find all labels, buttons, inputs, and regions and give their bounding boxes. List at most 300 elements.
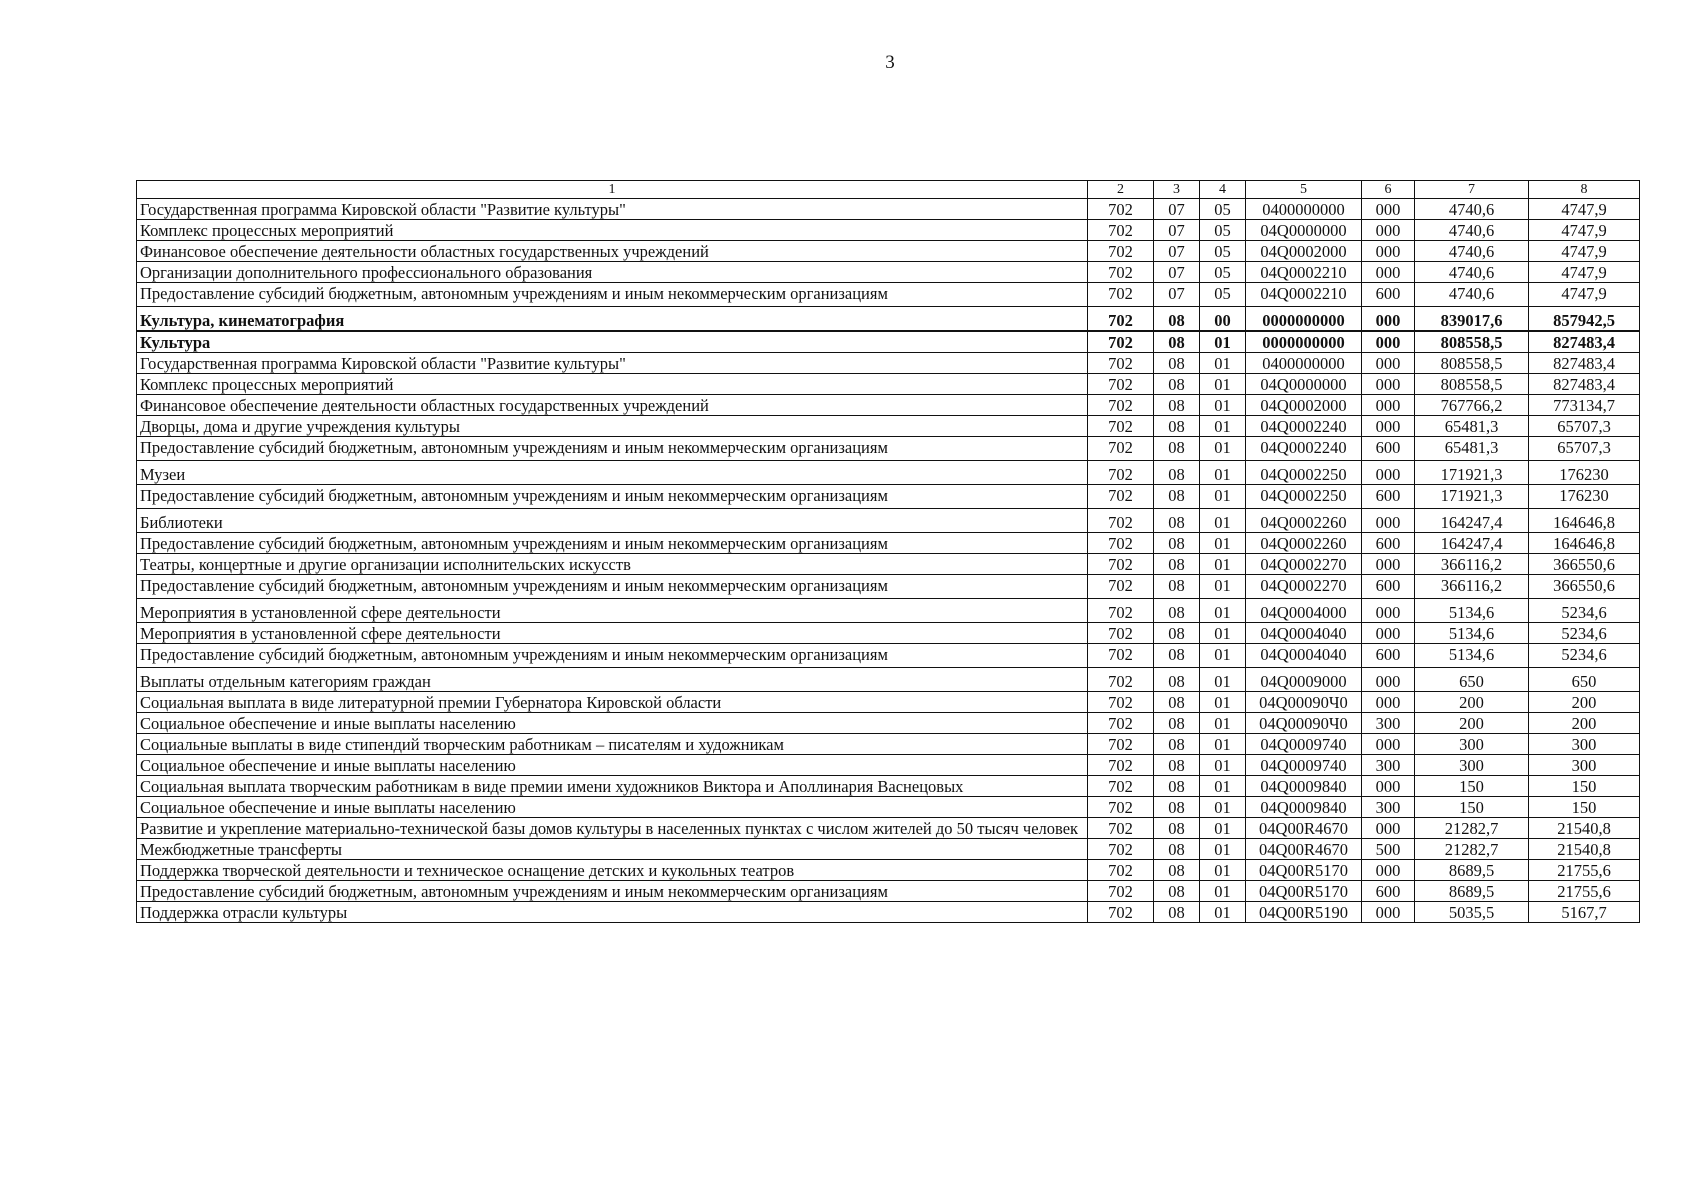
target-article-cell: 04Q0009000	[1246, 668, 1362, 692]
row-name-cell: Культура	[137, 331, 1088, 353]
expense-type-cell: 000	[1362, 461, 1415, 485]
amount-year2-cell: 176230	[1529, 461, 1640, 485]
expense-type-cell: 300	[1362, 797, 1415, 818]
section-cell: 08	[1154, 713, 1200, 734]
amount-year2-cell: 773134,7	[1529, 395, 1640, 416]
table-row	[137, 668, 1640, 692]
table-row	[137, 353, 1640, 374]
table-body	[137, 199, 1640, 923]
subsection-cell: 01	[1200, 668, 1246, 692]
section-cell: 08	[1154, 307, 1200, 332]
amount-year1-cell: 8689,5	[1415, 860, 1529, 881]
expense-type-cell: 600	[1362, 283, 1415, 307]
section-cell: 08	[1154, 818, 1200, 839]
subsection-cell: 01	[1200, 485, 1246, 509]
subsection-cell: 01	[1200, 395, 1246, 416]
table-row	[137, 797, 1640, 818]
table-row	[137, 485, 1640, 509]
expense-type-cell: 000	[1362, 353, 1415, 374]
row-name-cell: Межбюджетные трансферты	[137, 839, 1088, 860]
expense-type-cell: 000	[1362, 902, 1415, 923]
admin-code-cell: 702	[1088, 839, 1154, 860]
subsection-cell: 01	[1200, 644, 1246, 668]
table-row	[137, 644, 1640, 668]
subsection-cell: 05	[1200, 241, 1246, 262]
subsection-cell: 01	[1200, 692, 1246, 713]
section-cell: 08	[1154, 881, 1200, 902]
admin-code-cell: 702	[1088, 713, 1154, 734]
table-row	[137, 416, 1640, 437]
amount-year1-cell: 21282,7	[1415, 818, 1529, 839]
target-article-cell: 04Q0002270	[1246, 575, 1362, 599]
table-row	[137, 509, 1640, 533]
amount-year1-cell: 808558,5	[1415, 353, 1529, 374]
amount-year2-cell: 5167,7	[1529, 902, 1640, 923]
expense-type-cell: 600	[1362, 485, 1415, 509]
target-article-cell: 0000000000	[1246, 331, 1362, 353]
target-article-cell: 04Q0002250	[1246, 485, 1362, 509]
expense-type-cell: 000	[1362, 416, 1415, 437]
table-row	[137, 533, 1640, 554]
amount-year2-cell: 827483,4	[1529, 331, 1640, 353]
target-article-cell: 04Q00R5170	[1246, 860, 1362, 881]
row-name-cell: Социальная выплата творческим работникам в виде премии имени художников Виктора и Аполлинария Васнецовых	[137, 776, 1088, 797]
table-row	[137, 713, 1640, 734]
amount-year1-cell: 366116,2	[1415, 554, 1529, 575]
expense-type-cell: 000	[1362, 734, 1415, 755]
row-name-cell: Государственная программа Кировской области "Развитие культуры"	[137, 199, 1088, 220]
admin-code-cell: 702	[1088, 395, 1154, 416]
admin-code-cell: 702	[1088, 734, 1154, 755]
page-number: 3	[885, 52, 895, 73]
amount-year2-cell: 366550,6	[1529, 575, 1640, 599]
header-cell: 1	[137, 181, 1088, 199]
expense-type-cell: 000	[1362, 395, 1415, 416]
admin-code-cell: 702	[1088, 818, 1154, 839]
admin-code-cell: 702	[1088, 644, 1154, 668]
row-name-cell: Развитие и укрепление материально-технической базы домов культуры в населенных пунктах с числом жителей до 50 тысяч человек	[137, 818, 1088, 839]
admin-code-cell: 702	[1088, 860, 1154, 881]
row-name-cell: Предоставление субсидий бюджетным, автономным учреждениям и иным некоммерческим организациям	[137, 644, 1088, 668]
target-article-cell: 04Q0002250	[1246, 461, 1362, 485]
subsection-cell: 01	[1200, 554, 1246, 575]
table-row	[137, 734, 1640, 755]
expense-type-cell: 000	[1362, 599, 1415, 623]
amount-year1-cell: 4740,6	[1415, 241, 1529, 262]
amount-year1-cell: 8689,5	[1415, 881, 1529, 902]
subsection-cell: 00	[1200, 307, 1246, 332]
target-article-cell: 04Q0002270	[1246, 554, 1362, 575]
budget-table	[136, 180, 1640, 923]
expense-type-cell: 300	[1362, 713, 1415, 734]
admin-code-cell: 702	[1088, 668, 1154, 692]
amount-year2-cell: 176230	[1529, 485, 1640, 509]
amount-year2-cell: 164646,8	[1529, 533, 1640, 554]
row-name-cell: Социальное обеспечение и иные выплаты населению	[137, 755, 1088, 776]
target-article-cell: 04Q0009740	[1246, 734, 1362, 755]
table-row	[137, 692, 1640, 713]
subsection-cell: 05	[1200, 262, 1246, 283]
table-row	[137, 839, 1640, 860]
subsection-cell: 01	[1200, 881, 1246, 902]
expense-type-cell: 000	[1362, 509, 1415, 533]
amount-year2-cell: 827483,4	[1529, 374, 1640, 395]
admin-code-cell: 702	[1088, 776, 1154, 797]
expense-type-cell: 000	[1362, 818, 1415, 839]
row-name-cell: Предоставление субсидий бюджетным, автономным учреждениям и иным некоммерческим организациям	[137, 575, 1088, 599]
admin-code-cell: 702	[1088, 262, 1154, 283]
row-name-cell: Организации дополнительного профессионального образования	[137, 262, 1088, 283]
amount-year1-cell: 5134,6	[1415, 599, 1529, 623]
amount-year2-cell: 650	[1529, 668, 1640, 692]
table-row	[137, 461, 1640, 485]
row-name-cell: Государственная программа Кировской области "Развитие культуры"	[137, 353, 1088, 374]
target-article-cell: 04Q0004040	[1246, 644, 1362, 668]
admin-code-cell: 702	[1088, 599, 1154, 623]
section-cell: 08	[1154, 755, 1200, 776]
row-name-cell: Мероприятия в установленной сфере деятельности	[137, 623, 1088, 644]
table-row	[137, 575, 1640, 599]
amount-year1-cell: 200	[1415, 692, 1529, 713]
target-article-cell: 04Q00R4670	[1246, 818, 1362, 839]
amount-year1-cell: 767766,2	[1415, 395, 1529, 416]
admin-code-cell: 702	[1088, 755, 1154, 776]
subsection-cell: 01	[1200, 839, 1246, 860]
amount-year1-cell: 5134,6	[1415, 644, 1529, 668]
section-cell: 08	[1154, 734, 1200, 755]
amount-year2-cell: 827483,4	[1529, 353, 1640, 374]
table-row	[137, 599, 1640, 623]
expense-type-cell: 000	[1362, 241, 1415, 262]
target-article-cell: 04Q0002000	[1246, 241, 1362, 262]
amount-year2-cell: 21755,6	[1529, 860, 1640, 881]
expense-type-cell: 500	[1362, 839, 1415, 860]
section-cell: 08	[1154, 395, 1200, 416]
row-name-cell: Предоставление субсидий бюджетным, автономным учреждениям и иным некоммерческим организациям	[137, 283, 1088, 307]
table-row	[137, 374, 1640, 395]
target-article-cell: 0000000000	[1246, 307, 1362, 332]
amount-year1-cell: 650	[1415, 668, 1529, 692]
expense-type-cell: 300	[1362, 755, 1415, 776]
row-name-cell: Комплекс процессных мероприятий	[137, 220, 1088, 241]
section-cell: 07	[1154, 199, 1200, 220]
header-row	[137, 181, 1640, 199]
table-row	[137, 902, 1640, 923]
target-article-cell: 04Q0002210	[1246, 262, 1362, 283]
table-row	[137, 623, 1640, 644]
target-article-cell: 04Q0009740	[1246, 755, 1362, 776]
admin-code-cell: 702	[1088, 575, 1154, 599]
header-cell: 2	[1088, 181, 1154, 199]
subsection-cell: 05	[1200, 220, 1246, 241]
row-name-cell: Мероприятия в установленной сфере деятельности	[137, 599, 1088, 623]
amount-year1-cell: 5134,6	[1415, 623, 1529, 644]
row-name-cell: Поддержка отрасли культуры	[137, 902, 1088, 923]
section-cell: 08	[1154, 461, 1200, 485]
subsection-cell: 01	[1200, 353, 1246, 374]
amount-year2-cell: 200	[1529, 692, 1640, 713]
subsection-cell: 01	[1200, 713, 1246, 734]
admin-code-cell: 702	[1088, 241, 1154, 262]
subsection-cell: 01	[1200, 755, 1246, 776]
row-name-cell: Театры, концертные и другие организации исполнительских искусств	[137, 554, 1088, 575]
admin-code-cell: 702	[1088, 485, 1154, 509]
subsection-cell: 05	[1200, 283, 1246, 307]
admin-code-cell: 702	[1088, 220, 1154, 241]
admin-code-cell: 702	[1088, 533, 1154, 554]
section-cell: 08	[1154, 353, 1200, 374]
target-article-cell: 04Q00090Ч0	[1246, 713, 1362, 734]
row-name-cell: Социальная выплата в виде литературной премии Губернатора Кировской области	[137, 692, 1088, 713]
expense-type-cell: 600	[1362, 533, 1415, 554]
expense-type-cell: 600	[1362, 437, 1415, 461]
row-name-cell: Предоставление субсидий бюджетным, автономным учреждениям и иным некоммерческим организациям	[137, 437, 1088, 461]
expense-type-cell: 000	[1362, 623, 1415, 644]
target-article-cell: 04Q0002210	[1246, 283, 1362, 307]
subsection-cell: 01	[1200, 575, 1246, 599]
row-name-cell: Библиотеки	[137, 509, 1088, 533]
header-cell: 3	[1154, 181, 1200, 199]
subsection-cell: 01	[1200, 599, 1246, 623]
amount-year2-cell: 4747,9	[1529, 241, 1640, 262]
admin-code-cell: 702	[1088, 797, 1154, 818]
target-article-cell: 04Q0009840	[1246, 797, 1362, 818]
section-cell: 07	[1154, 262, 1200, 283]
amount-year1-cell: 150	[1415, 797, 1529, 818]
section-cell: 07	[1154, 241, 1200, 262]
target-article-cell: 04Q0004040	[1246, 623, 1362, 644]
section-cell: 08	[1154, 509, 1200, 533]
amount-year2-cell: 5234,6	[1529, 623, 1640, 644]
subsection-cell: 01	[1200, 416, 1246, 437]
target-article-cell: 04Q00R5170	[1246, 881, 1362, 902]
header-cell: 7	[1415, 181, 1529, 199]
amount-year2-cell: 857942,5	[1529, 307, 1640, 332]
amount-year1-cell: 164247,4	[1415, 533, 1529, 554]
amount-year1-cell: 150	[1415, 776, 1529, 797]
section-cell: 08	[1154, 902, 1200, 923]
table-row	[137, 818, 1640, 839]
amount-year1-cell: 4740,6	[1415, 283, 1529, 307]
section-cell: 08	[1154, 485, 1200, 509]
target-article-cell: 04Q0002000	[1246, 395, 1362, 416]
admin-code-cell: 702	[1088, 623, 1154, 644]
subsection-cell: 01	[1200, 461, 1246, 485]
section-cell: 08	[1154, 776, 1200, 797]
amount-year2-cell: 150	[1529, 797, 1640, 818]
row-name-cell: Комплекс процессных мероприятий	[137, 374, 1088, 395]
target-article-cell: 04Q0000000	[1246, 220, 1362, 241]
table-row	[137, 307, 1640, 332]
expense-type-cell: 000	[1362, 776, 1415, 797]
amount-year2-cell: 5234,6	[1529, 599, 1640, 623]
amount-year2-cell: 21540,8	[1529, 839, 1640, 860]
header-cell: 5	[1246, 181, 1362, 199]
table-row	[137, 776, 1640, 797]
amount-year1-cell: 808558,5	[1415, 331, 1529, 353]
row-name-cell: Социальное обеспечение и иные выплаты населению	[137, 713, 1088, 734]
admin-code-cell: 702	[1088, 461, 1154, 485]
admin-code-cell: 702	[1088, 199, 1154, 220]
row-name-cell: Социальное обеспечение и иные выплаты населению	[137, 797, 1088, 818]
header-cell: 4	[1200, 181, 1246, 199]
table-row	[137, 860, 1640, 881]
amount-year2-cell: 65707,3	[1529, 416, 1640, 437]
expense-type-cell: 000	[1362, 374, 1415, 395]
subsection-cell: 01	[1200, 331, 1246, 353]
section-cell: 08	[1154, 416, 1200, 437]
expense-type-cell: 600	[1362, 644, 1415, 668]
amount-year2-cell: 4747,9	[1529, 262, 1640, 283]
section-cell: 08	[1154, 860, 1200, 881]
amount-year1-cell: 171921,3	[1415, 485, 1529, 509]
expense-type-cell: 600	[1362, 881, 1415, 902]
amount-year1-cell: 366116,2	[1415, 575, 1529, 599]
row-name-cell: Предоставление субсидий бюджетным, автономным учреждениям и иным некоммерческим организациям	[137, 881, 1088, 902]
section-cell: 08	[1154, 533, 1200, 554]
admin-code-cell: 702	[1088, 283, 1154, 307]
expense-type-cell: 000	[1362, 554, 1415, 575]
subsection-cell: 01	[1200, 509, 1246, 533]
target-article-cell: 04Q0009840	[1246, 776, 1362, 797]
table-row	[137, 262, 1640, 283]
target-article-cell: 04Q00R5190	[1246, 902, 1362, 923]
section-cell: 07	[1154, 283, 1200, 307]
section-cell: 08	[1154, 437, 1200, 461]
target-article-cell: 0400000000	[1246, 353, 1362, 374]
section-cell: 08	[1154, 692, 1200, 713]
amount-year1-cell: 65481,3	[1415, 416, 1529, 437]
section-cell: 08	[1154, 644, 1200, 668]
amount-year1-cell: 5035,5	[1415, 902, 1529, 923]
amount-year1-cell: 21282,7	[1415, 839, 1529, 860]
expense-type-cell: 000	[1362, 692, 1415, 713]
admin-code-cell: 702	[1088, 331, 1154, 353]
amount-year1-cell: 300	[1415, 755, 1529, 776]
subsection-cell: 01	[1200, 902, 1246, 923]
amount-year2-cell: 4747,9	[1529, 220, 1640, 241]
amount-year1-cell: 839017,6	[1415, 307, 1529, 332]
subsection-cell: 01	[1200, 623, 1246, 644]
amount-year1-cell: 4740,6	[1415, 262, 1529, 283]
subsection-cell: 01	[1200, 797, 1246, 818]
amount-year2-cell: 164646,8	[1529, 509, 1640, 533]
row-name-cell: Финансовое обеспечение деятельности областных государственных учреждений	[137, 395, 1088, 416]
admin-code-cell: 702	[1088, 692, 1154, 713]
subsection-cell: 05	[1200, 199, 1246, 220]
admin-code-cell: 702	[1088, 437, 1154, 461]
amount-year2-cell: 300	[1529, 734, 1640, 755]
amount-year2-cell: 200	[1529, 713, 1640, 734]
expense-type-cell: 600	[1362, 575, 1415, 599]
target-article-cell: 04Q0002260	[1246, 509, 1362, 533]
row-name-cell: Предоставление субсидий бюджетным, автономным учреждениям и иным некоммерческим организациям	[137, 485, 1088, 509]
table-row	[137, 331, 1640, 353]
target-article-cell: 04Q0002240	[1246, 416, 1362, 437]
table-row	[137, 395, 1640, 416]
table-row	[137, 554, 1640, 575]
row-name-cell: Выплаты отдельным категориям граждан	[137, 668, 1088, 692]
amount-year2-cell: 4747,9	[1529, 199, 1640, 220]
expense-type-cell: 000	[1362, 860, 1415, 881]
target-article-cell: 04Q0000000	[1246, 374, 1362, 395]
section-cell: 08	[1154, 797, 1200, 818]
admin-code-cell: 702	[1088, 374, 1154, 395]
row-name-cell: Предоставление субсидий бюджетным, автономным учреждениям и иным некоммерческим организациям	[137, 533, 1088, 554]
amount-year2-cell: 65707,3	[1529, 437, 1640, 461]
amount-year2-cell: 21755,6	[1529, 881, 1640, 902]
amount-year1-cell: 65481,3	[1415, 437, 1529, 461]
table-row	[137, 881, 1640, 902]
header-cell: 8	[1529, 181, 1640, 199]
row-name-cell: Финансовое обеспечение деятельности областных государственных учреждений	[137, 241, 1088, 262]
amount-year1-cell: 200	[1415, 713, 1529, 734]
amount-year2-cell: 21540,8	[1529, 818, 1640, 839]
amount-year2-cell: 5234,6	[1529, 644, 1640, 668]
amount-year2-cell: 150	[1529, 776, 1640, 797]
section-cell: 08	[1154, 839, 1200, 860]
target-article-cell: 04Q0004000	[1246, 599, 1362, 623]
table-row	[137, 241, 1640, 262]
section-cell: 08	[1154, 374, 1200, 395]
admin-code-cell: 702	[1088, 416, 1154, 437]
subsection-cell: 01	[1200, 776, 1246, 797]
amount-year2-cell: 366550,6	[1529, 554, 1640, 575]
row-name-cell: Музеи	[137, 461, 1088, 485]
admin-code-cell: 702	[1088, 509, 1154, 533]
section-cell: 08	[1154, 331, 1200, 353]
row-name-cell: Социальные выплаты в виде стипендий творческим работникам – писателям и художникам	[137, 734, 1088, 755]
section-cell: 08	[1154, 599, 1200, 623]
subsection-cell: 01	[1200, 533, 1246, 554]
subsection-cell: 01	[1200, 437, 1246, 461]
admin-code-cell: 702	[1088, 353, 1154, 374]
subsection-cell: 01	[1200, 860, 1246, 881]
target-article-cell: 0400000000	[1246, 199, 1362, 220]
admin-code-cell: 702	[1088, 307, 1154, 332]
amount-year1-cell: 171921,3	[1415, 461, 1529, 485]
expense-type-cell: 000	[1362, 668, 1415, 692]
expense-type-cell: 000	[1362, 307, 1415, 332]
subsection-cell: 01	[1200, 374, 1246, 395]
expense-type-cell: 000	[1362, 331, 1415, 353]
amount-year2-cell: 300	[1529, 755, 1640, 776]
expense-type-cell: 000	[1362, 220, 1415, 241]
section-cell: 08	[1154, 623, 1200, 644]
subsection-cell: 01	[1200, 734, 1246, 755]
section-cell: 08	[1154, 575, 1200, 599]
amount-year1-cell: 164247,4	[1415, 509, 1529, 533]
amount-year1-cell: 808558,5	[1415, 374, 1529, 395]
row-name-cell: Поддержка творческой деятельности и техническое оснащение детских и кукольных театров	[137, 860, 1088, 881]
header-cell: 6	[1362, 181, 1415, 199]
target-article-cell: 04Q00090Ч0	[1246, 692, 1362, 713]
amount-year2-cell: 4747,9	[1529, 283, 1640, 307]
table-row	[137, 199, 1640, 220]
amount-year1-cell: 4740,6	[1415, 220, 1529, 241]
table-row	[137, 283, 1640, 307]
section-cell: 08	[1154, 668, 1200, 692]
admin-code-cell: 702	[1088, 554, 1154, 575]
table-row	[137, 220, 1640, 241]
subsection-cell: 01	[1200, 818, 1246, 839]
section-cell: 07	[1154, 220, 1200, 241]
target-article-cell: 04Q00R4670	[1246, 839, 1362, 860]
row-name-cell: Культура, кинематография	[137, 307, 1088, 332]
target-article-cell: 04Q0002260	[1246, 533, 1362, 554]
target-article-cell: 04Q0002240	[1246, 437, 1362, 461]
table-row	[137, 755, 1640, 776]
